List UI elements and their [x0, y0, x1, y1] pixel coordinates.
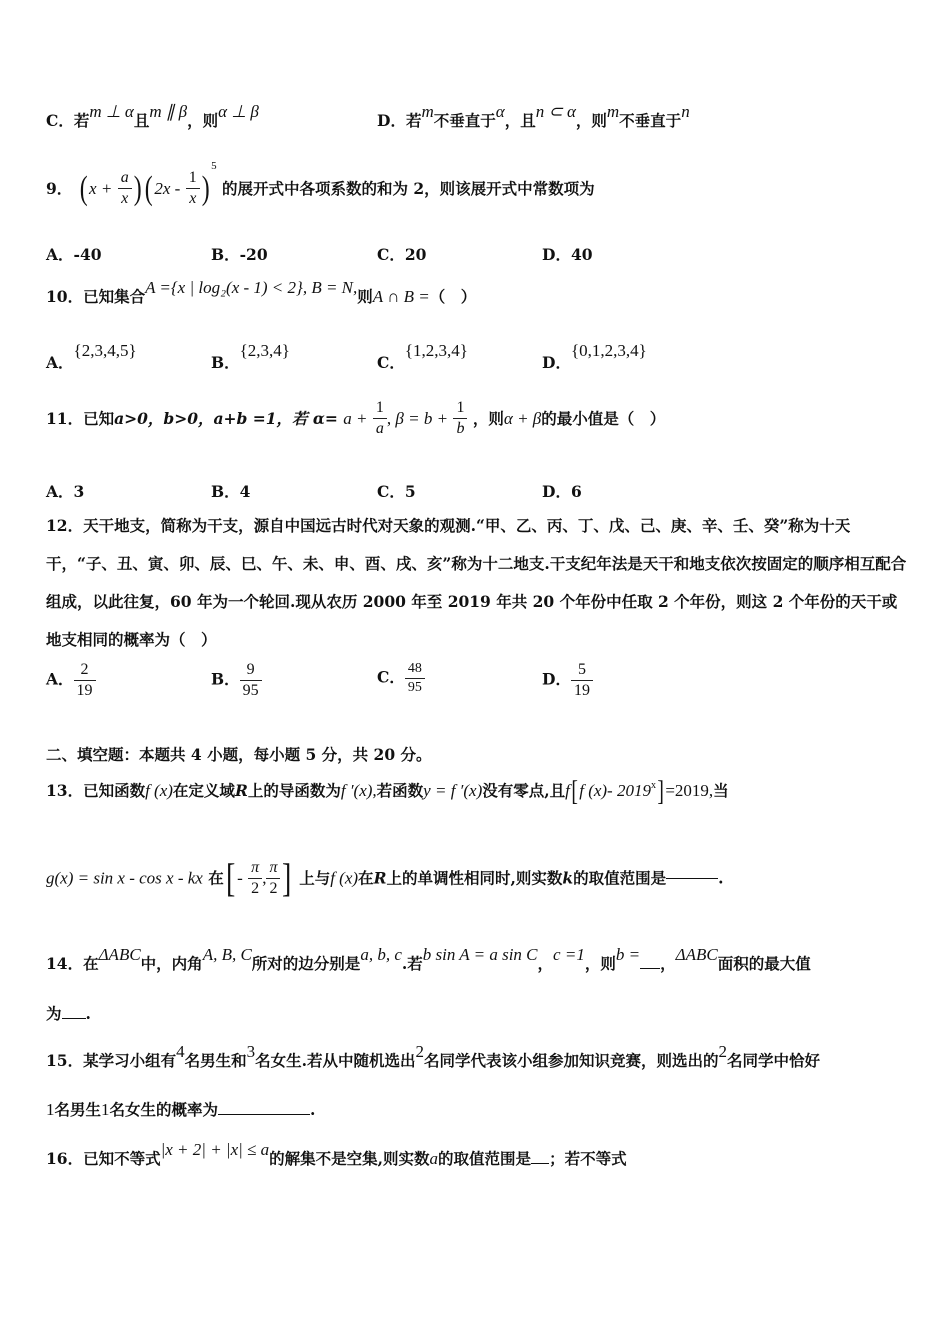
q12-stem: 12．天干地支，简称为干支，源自中国远古时代对天象的观测.“甲、乙、丙、丁、戊、己、庚、辛、壬、癸”称为十天干，“子、丑、寅、卯、辰、巳、午、未、申、酉、戌、亥”称为十二地支.干支纪年法是天干和地支依次按固定的顺序相互配合组成，以此往复，60 年为一个轮回.现从农历 2000 年至 2019 年共 20 个年份中任取 2 个年份，则这 2 个年份的天干或地支相同的概率为（ ）: [46, 516, 907, 649]
q10-option-d: D．{0,1,2,3,4}: [542, 341, 647, 372]
q11-option-c: C．5: [377, 482, 416, 501]
q12-option-d: D． $\frac{5}{19}$: [542, 662, 593, 699]
q13-stem-line2: g(x) = sin x - cos x - kx 在[ - $\frac{\pi}{2}$ , $\frac{\pi}{2}$ ] 上与f (x)在R上的单调性相同时,则实数k的取值范围是 .: [46, 855, 724, 900]
q9-fraction-1-over-x: $\frac{1}{x}$: [186, 170, 200, 207]
q14-stem-line1: 14．在ΔABC中，内角A, B, C所对的边分别是a, b, c.若b sin A = a sin C，c =1，则b = ，ΔABC面积的最大值: [46, 945, 811, 973]
q9-option-b: B．-20: [211, 245, 268, 264]
q16-stem: 16．已知不等式|x + 2| + |x| ≤ a的解集不是空集,则实数a的取值范围是 ；若不等式: [46, 1140, 627, 1168]
q15-answer-blank: [218, 1114, 310, 1115]
q11-fraction-1-over-b: $\frac{1}{b}$: [453, 400, 467, 437]
q15-stem-line1: 15．某学习小组有4名男生和3名女生.若从中随机选出2名同学代表该小组参加知识竞赛，则选出的2名同学中恰好: [46, 1042, 821, 1070]
q10-set-expression: A ={x | log₂(x - 1) < 2}, B = N,: [145, 278, 358, 297]
q9-fraction-a-over-x: $\frac{a}{x}$: [118, 170, 132, 207]
q10-stem: 10．已知集合A ={x | log₂(x - 1) < 2}, B = N,则A ∩ B =（ ）: [46, 278, 477, 306]
q12-option-b: B． $\frac{9}{95}$: [211, 662, 262, 699]
q13-answer-blank: [666, 878, 718, 879]
q11-option-b: B．4: [211, 482, 251, 501]
q8-option-d: D．若m不垂直于α，且n ⊂ α，则m不垂直于n: [377, 102, 690, 130]
q12-option-c: C． $\frac{48}{95}$: [377, 662, 425, 695]
q8-option-c: C．若m ⊥ α且m ∥ β，则α ⊥ β: [46, 102, 259, 130]
q11-stem: 11．已知a>0，b>0，a+b =1，若 α= a + $\frac{1}{a}$ , β = b + $\frac{1}{b}$ ，则α + β的最小值是（ ）: [46, 399, 666, 437]
math-m-perp-alpha: m ⊥ α: [89, 102, 134, 121]
q10-option-a: A．{2,3,4,5}: [46, 341, 137, 372]
q12-option-a: A． $\frac{2}{19}$: [46, 662, 96, 699]
q14-stem-line2: 为 .: [46, 1004, 91, 1023]
q15-stem-line2: 1名男生1名女生的概率为 .: [46, 1100, 316, 1119]
q9-option-d: D．40: [542, 245, 593, 264]
q9-option-a: A．-40: [46, 245, 102, 264]
q16-answer-blank: [531, 1163, 549, 1164]
q14-answer-blank-area: [62, 1018, 86, 1019]
q9-stem: 9． (x + $\frac{a}{x}$ )(2x - $\frac{1}{x}$ )$^5$ 的展开式中各项系数的和为 2，则该展开式中常数项为: [46, 159, 595, 207]
q10-option-c: C．{1,2,3,4}: [377, 341, 468, 372]
q11-option-a: A．3: [46, 482, 85, 501]
q10-option-b: B．{2,3,4}: [211, 341, 290, 372]
q11-option-d: D．6: [542, 482, 582, 501]
q13-stem-line1: 13．已知函数f (x)在定义域R上的导函数为f ′(x),若函数y = f ′(x)没有零点,且f[f (x)- $2019^x]=2019$,当: [46, 776, 729, 807]
q9-option-c: C．20: [377, 245, 427, 264]
section-fill-in-heading: 二、填空题：本题共 4 小题，每小题 5 分，共 20 分。: [46, 745, 432, 764]
q11-fraction-1-over-a: $\frac{1}{a}$: [373, 400, 387, 437]
math-alpha-perp-beta: α ⊥ β: [218, 102, 259, 121]
q14-answer-blank-b: [640, 968, 660, 969]
math-m-parallel-beta: m ∥ β: [149, 102, 188, 121]
